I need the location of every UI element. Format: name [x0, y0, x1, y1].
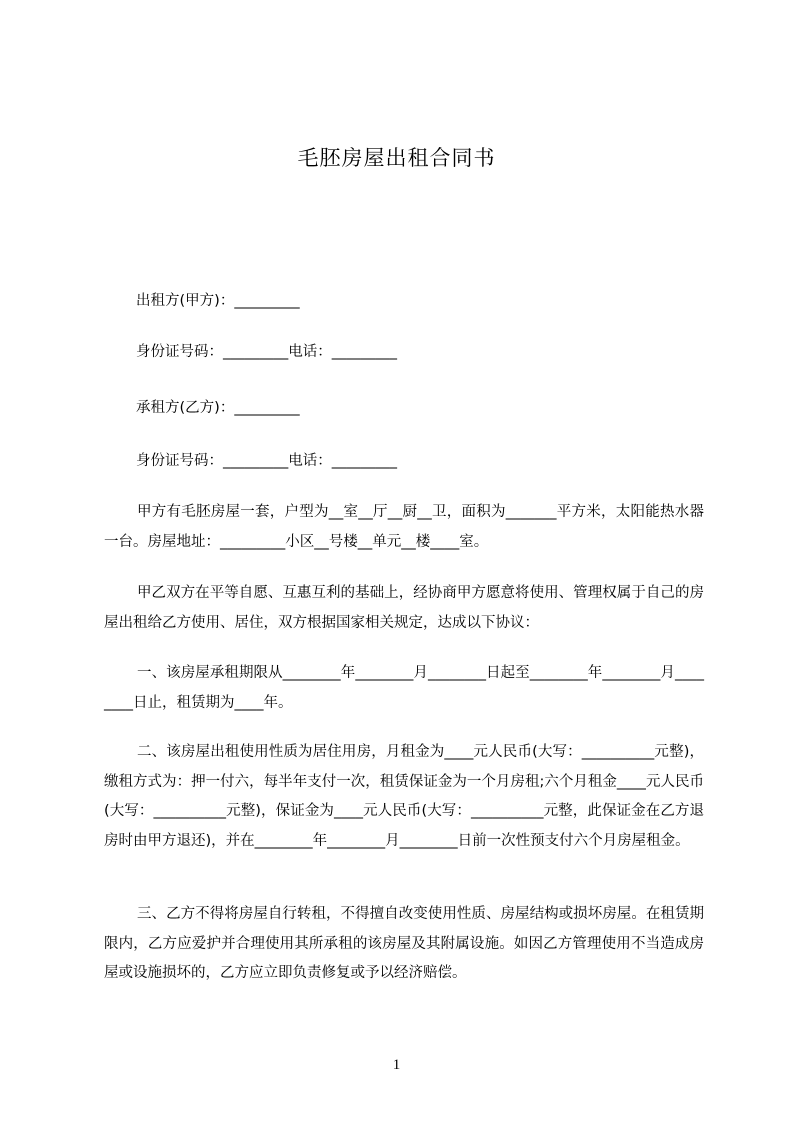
rent-payment-clause: 二、该房屋出租使用性质为居住用房，月租金为____元人民币(大写：__________元整)，缴租方式为：押一付六，每半年支付一次，租赁保证金为一个月房租;六个月租金____元人民币(大写：__________元整)，保证金为____元人民币(大写：__________元整，此保证金在乙方退房时由甲方退还)，并在________年________月________日前一次性预支付六个月房屋租金。	[104, 744, 704, 849]
lessor-field: 出租方(甲方)：_________	[136, 293, 300, 309]
sublet-maintenance-clause: 三、乙方不得将房屋自行转租，不得擅自改变使用性质、房屋结构或损坏房屋。在租赁期限内，乙方应爱护并合理使用其所承租的该房屋及其附属设施。如因乙方管理使用不当造成房屋或设施损坏的，乙方应立即负责修复或予以经济赔偿。	[104, 906, 704, 981]
lessee-field: 承租方(乙方)：_________	[136, 400, 300, 416]
lessor-id-phone-field: 身份证号码：_________电话：_________	[136, 344, 397, 360]
lease-term-clause: 一、该房屋承租期限从________年________月________日起至________年________月________日止，租赁期为____年。	[104, 665, 704, 711]
page-number: 1	[392, 1057, 401, 1073]
property-description-paragraph: 甲方有毛胚房屋一套，户型为__室__厅__厨__卫，面积为_______平方米，太阳能热水器一台。房屋地址：_________小区__号楼__单元__楼____室。	[104, 504, 704, 550]
document-title: 毛胚房屋出租合同书	[297, 146, 496, 170]
lessee-id-phone-field: 身份证号码：_________电话：_________	[136, 453, 397, 469]
agreement-intro-paragraph: 甲乙双方在平等自愿、互惠互利的基础上，经协商甲方愿意将使用、管理权属于自己的房屋出租给乙方使用、居住，双方根据国家相关规定，达成以下协议：	[104, 585, 704, 631]
